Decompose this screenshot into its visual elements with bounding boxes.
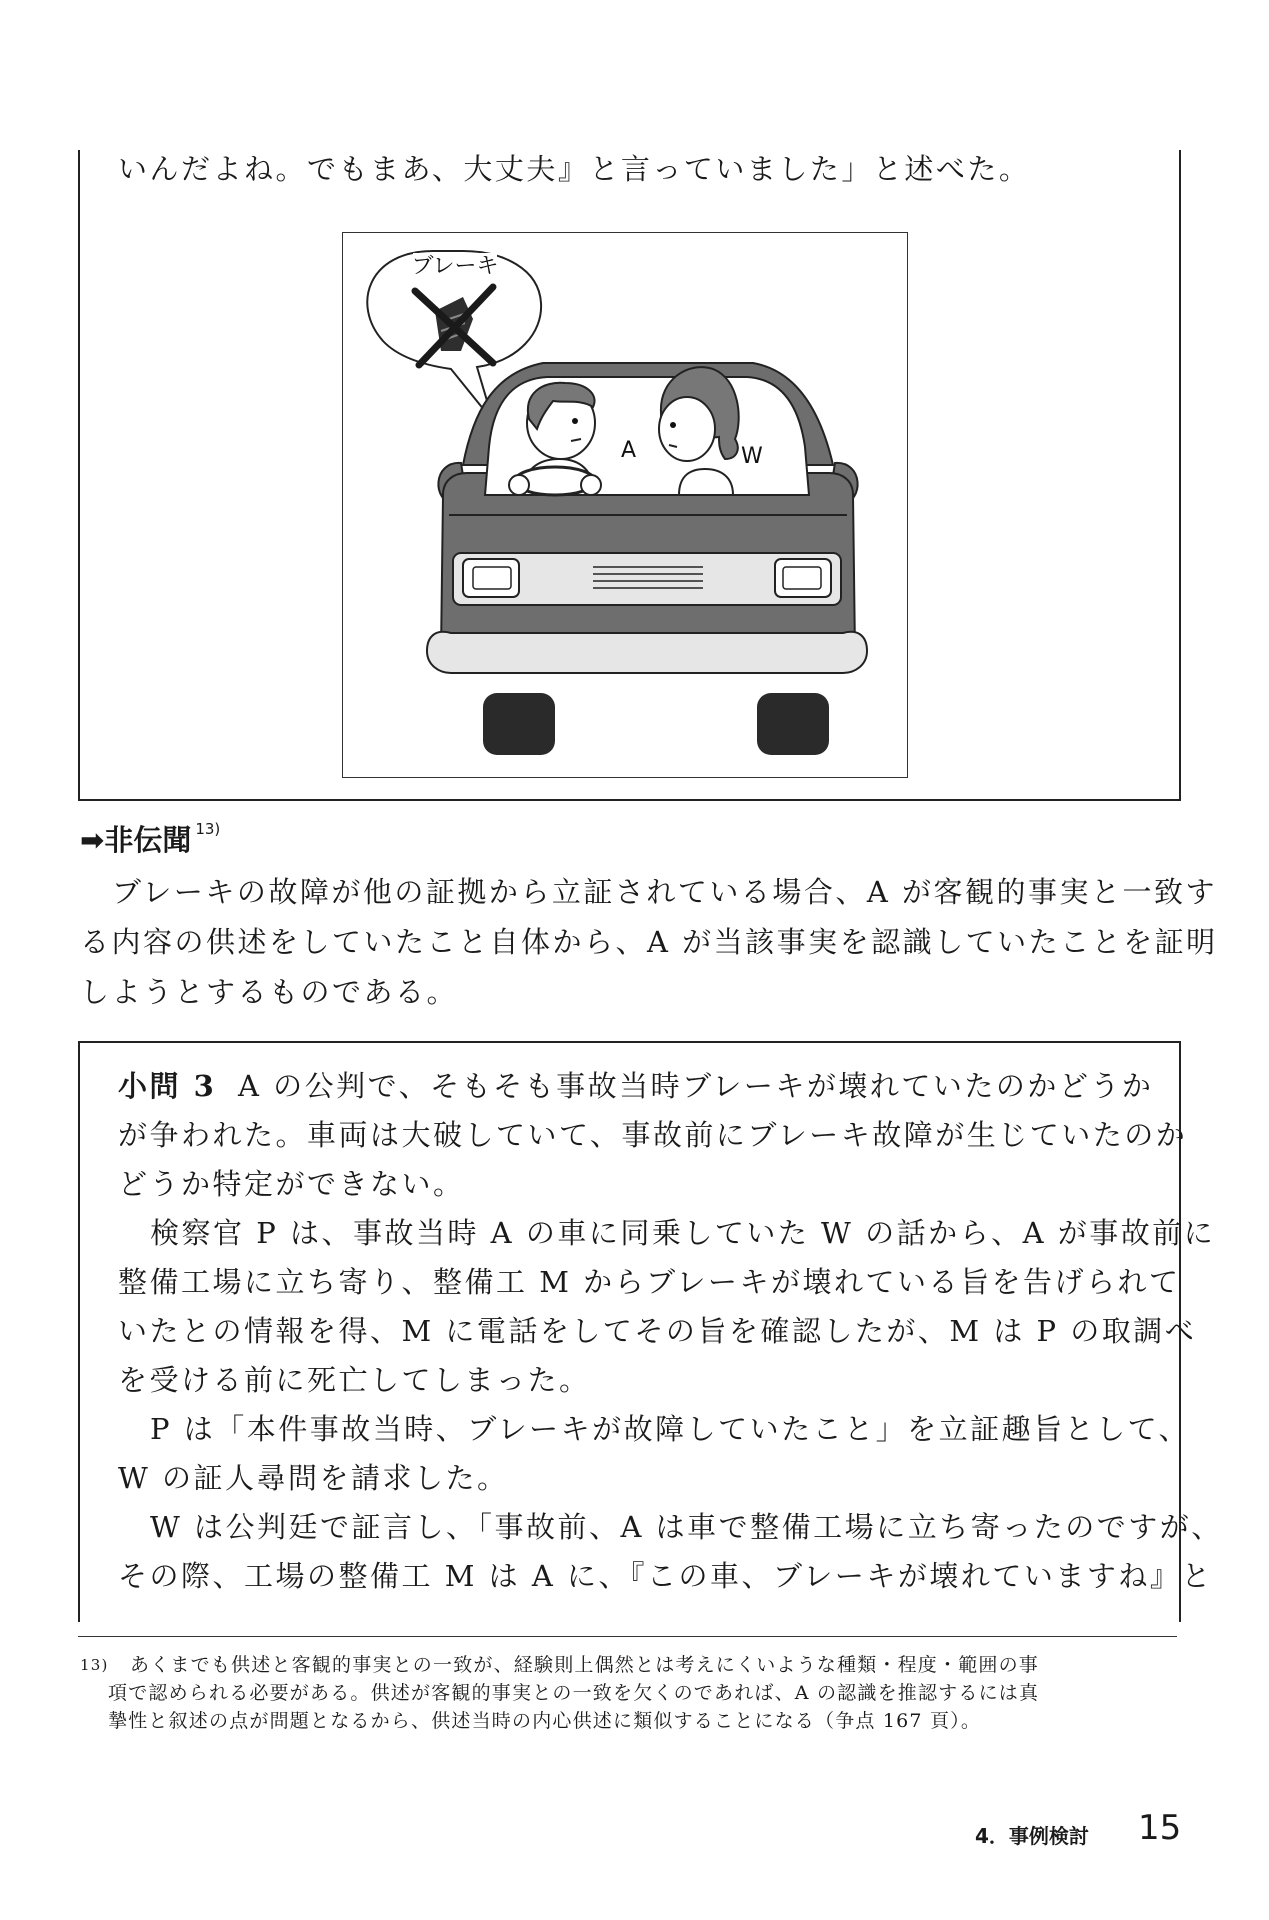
- footnote-line: あくまでも供述と客観的事実との一致が、経験則上偶然とは考えにくいような種類・程度・範囲の事: [130, 1654, 1040, 1676]
- question-line: 整備工場に立ち寄り、整備工 M からブレーキが壊れている旨を告げられて: [118, 1265, 1181, 1299]
- car: [427, 363, 867, 755]
- footnote-ref: 13): [195, 820, 221, 838]
- question-line: が争われた。車両は大破していて、事故前にブレーキ故障が生じていたのか: [118, 1118, 1188, 1152]
- question-line: W の証人尋問を請求した。: [118, 1461, 509, 1495]
- question-line: A の公判で、そもそも事故当時ブレーキが壊れていたのかどうか: [238, 1069, 1154, 1103]
- arrow-icon: ➡: [80, 823, 105, 857]
- car-drawing: [343, 233, 907, 777]
- left-wheel: [483, 693, 555, 755]
- question-line: を受ける前に死亡してしまった。: [118, 1363, 591, 1397]
- continuation-line: いんだよね。でもまあ、大丈夫』と言っていました」と述べた。: [118, 152, 1031, 186]
- question-line: P は「本件事故当時、ブレーキが故障していたこと」を立証趣旨として、: [150, 1412, 1190, 1446]
- footnote-rule: [78, 1636, 1177, 1637]
- footnote-number: 13): [80, 1656, 109, 1674]
- footnote-line: 摯性と叙述の点が問題となるから、供述当時の内心供述に類似することになる（争点 167 頁）。: [108, 1710, 982, 1732]
- question-line: いたとの情報を得、M に電話をしてその旨を確認したが、M は P の取調べ: [118, 1314, 1197, 1348]
- question-label: 小問 3: [118, 1069, 217, 1103]
- question-line: 検察官 P は、事故当時 A の車に同乗していた W の話から、A が事故前に: [150, 1216, 1216, 1250]
- footnote-line: 項で認められる必要がある。供述が客観的事実との一致を欠くのであれば、A の認識を推認するには真: [108, 1682, 1040, 1704]
- paragraph-line: ブレーキの故障が他の証拠から立証されている場合、A が客観的事実と一致す: [112, 875, 1218, 909]
- bumper: [427, 632, 867, 673]
- paragraph-line: る内容の供述をしていたこと自体から、A が当該事実を認識していたことを証明: [80, 925, 1218, 959]
- car-illustration: [342, 232, 908, 778]
- right-wheel: [757, 693, 829, 755]
- question-line: どうか特定ができない。: [118, 1167, 465, 1201]
- chapter-label: 4．事例検討: [975, 1824, 1089, 1848]
- page-number: 15: [1138, 1808, 1182, 1848]
- question-line: W は公判廷で証言し、「事故前、A は車で整備工場に立ち寄ったのですが、: [150, 1510, 1223, 1544]
- section-heading: [80, 818, 220, 859]
- label-a: A: [621, 438, 637, 463]
- question-line: その際、工場の整備工 M は A に、『この車、ブレーキが壊れていますね』と: [118, 1559, 1213, 1593]
- section-title: 非伝聞: [104, 823, 192, 857]
- label-w: W: [741, 444, 763, 469]
- bubble-text: ブレーキ: [411, 254, 499, 279]
- paragraph-line: しようとするものである。: [80, 975, 459, 1009]
